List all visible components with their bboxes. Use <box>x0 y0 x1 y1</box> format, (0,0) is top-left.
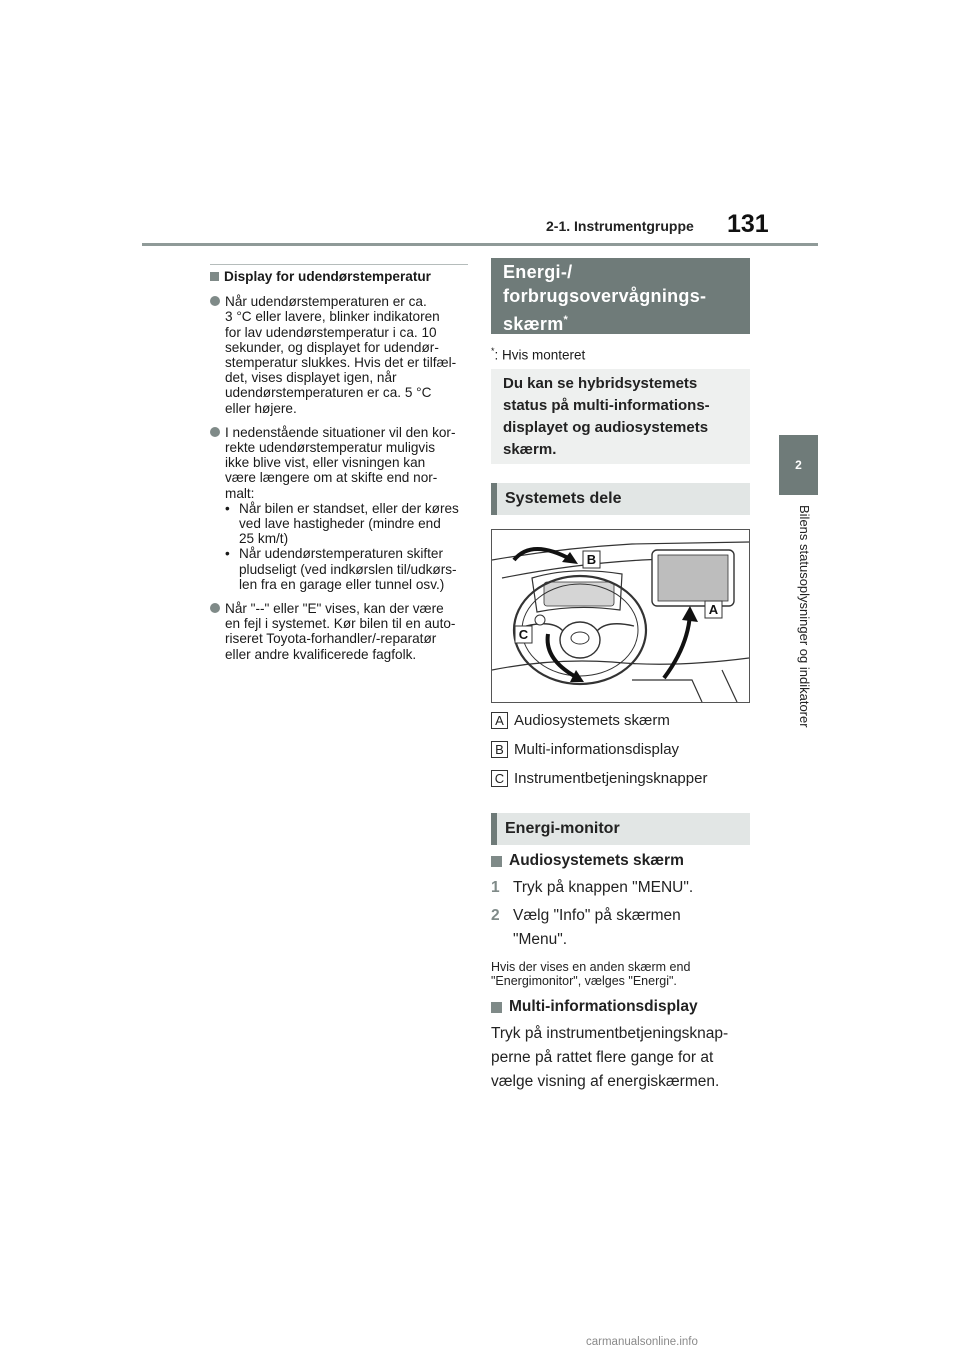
body-line: Tryk på instrumentbetjeningsknap- <box>491 1025 729 1042</box>
paragraph-low-temp <box>210 294 468 416</box>
text-line: en fejl i systemet. Kør bilen til en auto- <box>225 616 456 632</box>
parts-heading: Systemets dele <box>491 483 750 515</box>
intro-line: displayet og audiosystemets <box>503 419 709 436</box>
text-line: riseret Toyota-forhandler/-reparatør <box>225 631 437 647</box>
text-line: ved lave hastigheder (mindre end <box>239 516 441 532</box>
asterisk: * <box>563 314 569 326</box>
text-line: ikke blive vist, eller visningen kan <box>225 455 426 471</box>
square-bullet-icon <box>210 272 219 281</box>
square-bullet-icon <box>491 1002 502 1013</box>
legend-text: Instrumentbetjeningsknapper <box>514 770 708 787</box>
dot-bullet-icon: • <box>225 500 230 516</box>
step-line: "Menu". <box>513 931 568 948</box>
page-number: 131 <box>727 210 769 238</box>
circle-bullet-icon <box>210 603 220 613</box>
text-line: pludseligt (ved indkørslen til/udkørs- <box>239 561 457 577</box>
multi-info-heading <box>491 998 751 1016</box>
multi-info-display <box>544 582 614 606</box>
legend-letter: A <box>491 712 508 729</box>
heading-line: Energi-/ <box>503 262 573 282</box>
text-line: for lav udendørstemperatur i ca. 10 <box>225 324 437 340</box>
dashboard-illustration <box>491 529 750 703</box>
legend-letter: C <box>491 770 508 787</box>
multi-info-heading-text: Multi-informationsdisplay <box>509 998 698 1015</box>
paragraph-situations <box>210 425 468 592</box>
dashboard-drawing <box>492 530 749 702</box>
text-line: 25 km/t) <box>239 531 289 547</box>
intro-line: Du kan se hybridsystemets <box>503 375 698 392</box>
text-line: stemperatur slukkes. Hvis det er tilfæl- <box>225 355 457 371</box>
audio-screen <box>658 555 728 601</box>
multi-info-body <box>491 1022 751 1094</box>
outdoor-temp-heading <box>210 269 468 284</box>
console-line <box>722 670 737 702</box>
text-line: Når udendørstemperaturen er ca. <box>225 294 427 310</box>
legend-text: Audiosystemets skærm <box>514 712 670 729</box>
note-line: "Energimonitor", vælges "Energi". <box>491 974 677 988</box>
left-rule <box>210 264 468 265</box>
step-1 <box>491 876 751 900</box>
footnote-text: : Hvis monteret <box>494 347 586 363</box>
legend-item <box>491 770 707 787</box>
step-number: 2 <box>491 907 500 924</box>
square-bullet-icon <box>491 856 502 867</box>
arrow-curve-top <box>514 549 572 560</box>
dash-lower-line <box>492 658 749 670</box>
text-line: I nedenstående situationer vil den kor- <box>225 424 456 440</box>
text-line: eller andre kvalificerede fagfolk. <box>225 646 417 662</box>
text-line: være længere om at skifte end nor- <box>225 470 438 486</box>
arrow-curve-right <box>664 614 690 678</box>
callout-a: A <box>708 602 719 617</box>
heading-line: forbrugsovervågnings- <box>503 286 707 306</box>
text-line: Når udendørstemperaturen skifter <box>239 546 443 562</box>
chapter-tab: 2 <box>779 435 818 495</box>
legend-letter: B <box>491 741 508 758</box>
paragraph-error <box>210 601 468 662</box>
sub-bullet <box>225 546 459 592</box>
section-title: 2-1. Instrumentgruppe <box>546 218 694 234</box>
outdoor-temp-heading-text: Display for udendørstemperatur <box>224 269 431 284</box>
audio-screen-heading-text: Audiosystemets skærm <box>509 852 684 869</box>
energy-monitor-heading: Energi-monitor <box>491 813 750 845</box>
sub-bullet <box>225 501 459 547</box>
text-line: det, vises displayet igen, når <box>225 370 397 386</box>
dot-bullet-icon: • <box>225 546 230 562</box>
step-2 <box>491 904 751 952</box>
header-rule <box>142 243 818 246</box>
step-line: Vælg "Info" på skærmen <box>513 907 681 924</box>
chapter-label: Bilens statusoplysninger og indikatorer <box>797 505 812 728</box>
legend-text: Multi-informationsdisplay <box>514 741 680 758</box>
note-line: Hvis der vises en anden skærm end <box>491 960 691 974</box>
watermark: carmanualsonline.info <box>586 1336 698 1348</box>
intro-line: skærm. <box>503 441 557 458</box>
text-line: sekunder, og displayet for udendør- <box>225 339 439 355</box>
left-column <box>210 264 468 671</box>
text-line: rekte udendørstemperatur muligvis <box>225 440 436 456</box>
legend-item <box>491 712 670 729</box>
text-line: malt: <box>225 485 255 501</box>
arrow-head-right <box>682 606 698 622</box>
audio-screen-section <box>491 852 751 1094</box>
text-line: Når bilen er standset, eller der køres <box>239 500 459 516</box>
callout-c: C <box>518 627 529 642</box>
audio-screen-heading <box>491 852 751 870</box>
switch-button <box>535 615 545 625</box>
step-line: Tryk på knappen "MENU". <box>513 879 694 896</box>
circle-bullet-icon <box>210 427 220 437</box>
step-number: 1 <box>491 879 500 896</box>
text-line: udendørstemperaturen er ca. 5 °C <box>225 385 432 401</box>
main-section-heading <box>491 258 750 334</box>
steering-hub <box>560 622 600 658</box>
text-line: Når "--" eller "E" vises, kan der være <box>225 601 444 617</box>
body-line: vælge visning af energiskærmen. <box>491 1073 720 1090</box>
console-shape <box>632 680 702 702</box>
intro-box <box>491 369 750 464</box>
callout-b: B <box>586 552 597 567</box>
body-line: perne på rattet flere gange for at <box>491 1049 714 1066</box>
legend-item <box>491 741 679 758</box>
text-line: eller højere. <box>225 400 297 416</box>
intro-line: status på multi-informations- <box>503 397 710 414</box>
note <box>491 960 751 988</box>
footnote <box>491 346 585 363</box>
heading-line: skærm <box>503 314 564 334</box>
circle-bullet-icon <box>210 296 220 306</box>
text-line: len fra en garage eller tunnel osv.) <box>239 576 445 592</box>
text-line: 3 °C eller lavere, blinker indikatoren <box>225 309 440 325</box>
footnote-asterisk: * <box>491 346 495 356</box>
